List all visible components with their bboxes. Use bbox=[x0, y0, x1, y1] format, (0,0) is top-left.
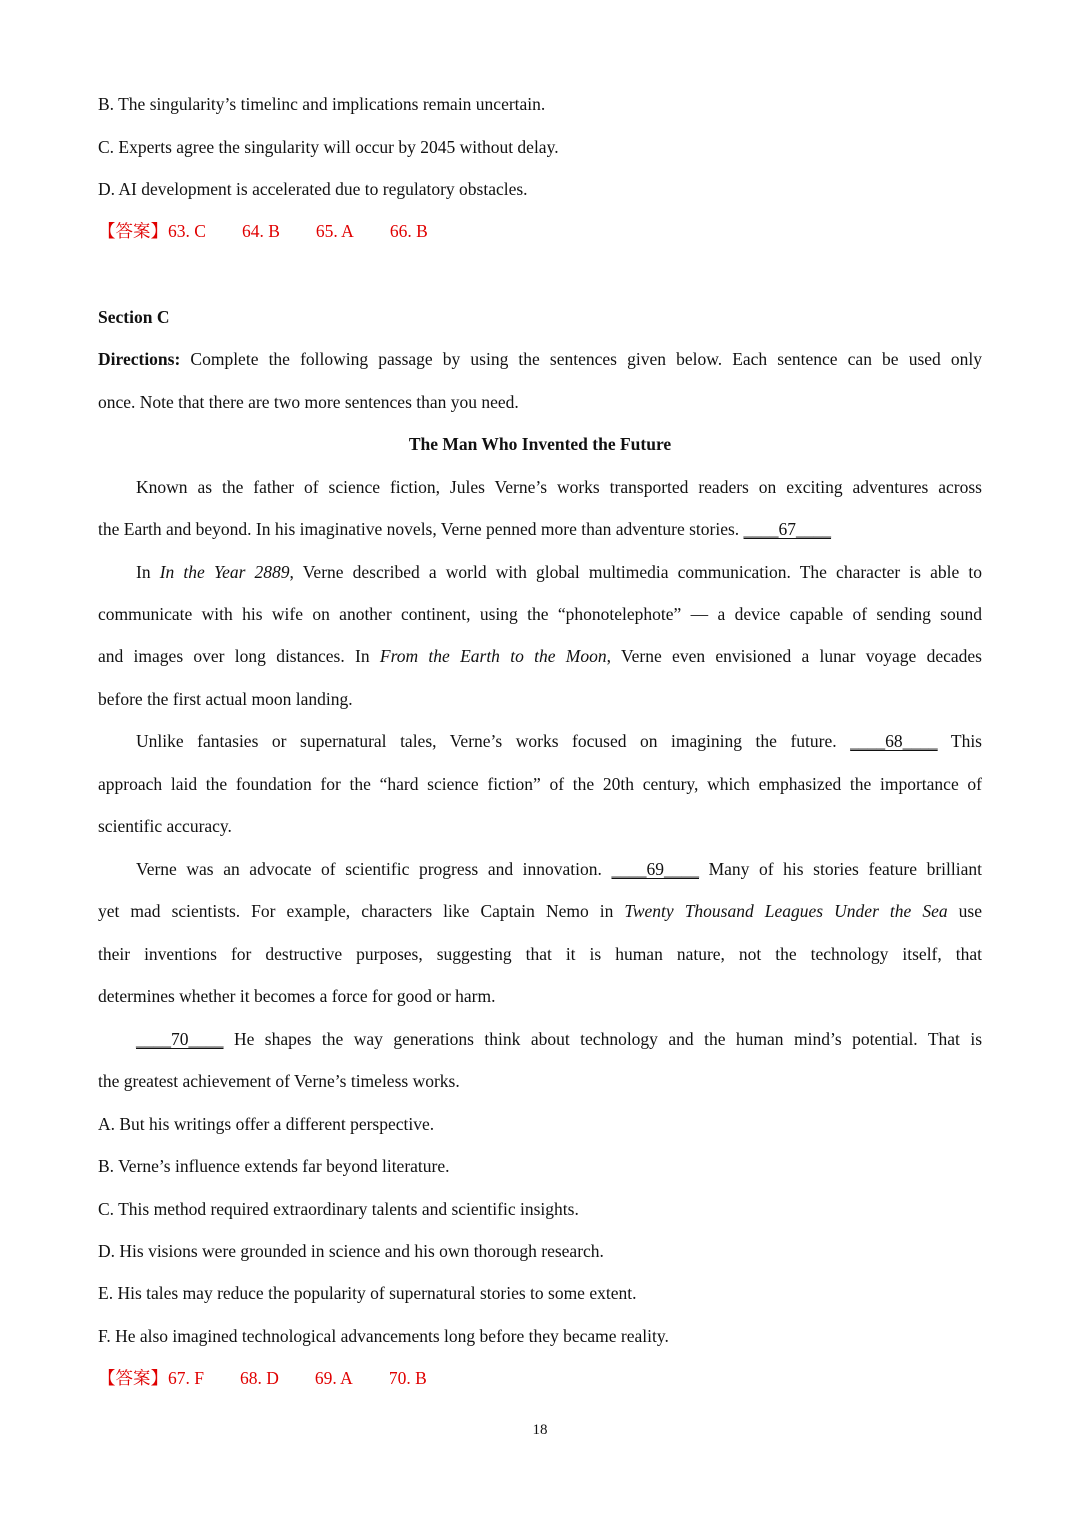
answer-key-67-70 bbox=[98, 1366, 982, 1390]
option-c-prev: C. Experts agree the singularity will occur by 2045 without delay. bbox=[98, 137, 559, 157]
option-d: D. His visions were grounded in science and his own thorough research. bbox=[98, 1241, 604, 1261]
option-f: F. He also imagined technological advancements long before they became reality. bbox=[98, 1326, 669, 1346]
option-c: C. This method required extraordinary talents and scientific insights. bbox=[98, 1199, 579, 1219]
passage-title: The Man Who Invented the Future bbox=[408, 434, 672, 454]
p2-line-1: In In the Year 2889, Verne described a world with global multimedia communication. The character is able to bbox=[136, 562, 982, 582]
answer-65: 65. A bbox=[315, 221, 354, 241]
p2-line-3: and images over long distances. In From the Earth to the Moon, Verne even envisioned a lunar voyage decades bbox=[98, 646, 982, 666]
book-title: In the Year 2889 bbox=[159, 562, 290, 582]
option-b-prev: B. The singularity’s timelinc and implications remain uncertain. bbox=[98, 94, 546, 114]
p3-line-2: approach laid the foundation for the “hard science fiction” of the 20th century, which emphasized the importance of bbox=[98, 774, 982, 794]
p5-line-1: ____70____ He shapes the way generations think about technology and the human mind’s potential. That is bbox=[136, 1029, 982, 1049]
p2-line-4: before the first actual moon landing. bbox=[98, 689, 353, 709]
p4-line-4: determines whether it becomes a force for good or harm. bbox=[98, 986, 496, 1006]
blank-67: ____67____ bbox=[743, 519, 832, 539]
p3-line-3: scientific accuracy. bbox=[98, 816, 232, 836]
answer-label: 【答案】 bbox=[98, 221, 168, 241]
p2-line-2: communicate with his wife on another continent, using the “phonotelephote” — a device capable of sending sound bbox=[98, 604, 982, 624]
answer-69: 69. A bbox=[314, 1368, 353, 1388]
p4-line-3: their inventions for destructive purposes, suggesting that it is human nature, not the technology itself, that bbox=[98, 944, 982, 964]
p4-line-1: Verne was an advocate of scientific progress and innovation. ____69____ Many of his stories feature brilliant bbox=[136, 859, 982, 879]
answer-key-63-66 bbox=[98, 219, 982, 243]
answer-68: 68. D bbox=[239, 1368, 279, 1388]
answer-label: 【答案】 bbox=[98, 1368, 168, 1388]
p1-line-1: Known as the father of science fiction, Jules Verne’s works transported readers on exciting adventures across bbox=[136, 477, 982, 497]
page-number: 18 bbox=[532, 1422, 548, 1438]
directions-line-2: once. Note that there are two more sentences than you need. bbox=[98, 392, 519, 412]
p1-line-2: the Earth and beyond. In his imaginative novels, Verne penned more than adventure stories. ____67____ bbox=[98, 519, 832, 539]
option-a: A. But his writings offer a different perspective. bbox=[98, 1114, 435, 1134]
blank-68: ____68____ bbox=[850, 731, 938, 751]
book-title: From the Earth to the Moon bbox=[379, 646, 607, 666]
p3-line-1: Unlike fantasies or supernatural tales, Verne’s works focused on imagining the future. ____68____ This bbox=[136, 731, 982, 751]
directions-line-1: Directions: Complete the following passage by using the sentences given below. Each sentence can be used only bbox=[98, 349, 982, 369]
blank-69: ____69____ bbox=[611, 859, 699, 879]
section-heading: Section C bbox=[98, 307, 170, 327]
option-e: E. His tales may reduce the popularity of supernatural stories to some extent. bbox=[98, 1283, 637, 1303]
book-title: Twenty Thousand Leagues Under the Sea bbox=[624, 901, 948, 921]
option-d-prev: D. AI development is accelerated due to regulatory obstacles. bbox=[98, 179, 528, 199]
p5-line-2: the greatest achievement of Verne’s timeless works. bbox=[98, 1071, 460, 1091]
answer-67: 67. F bbox=[168, 1368, 204, 1388]
p4-line-2: yet mad scientists. For example, characters like Captain Nemo in Twenty Thousand Leagues Under the Sea use bbox=[98, 901, 982, 921]
answer-63: 63. C bbox=[168, 221, 206, 241]
option-b: B. Verne’s influence extends far beyond literature. bbox=[98, 1156, 450, 1176]
answer-64: 64. B bbox=[241, 221, 280, 241]
directions-label: Directions: bbox=[98, 349, 181, 369]
answer-70: 70. B bbox=[388, 1368, 427, 1388]
answer-66: 66. B bbox=[389, 221, 428, 241]
blank-70: ____70____ bbox=[136, 1029, 224, 1049]
